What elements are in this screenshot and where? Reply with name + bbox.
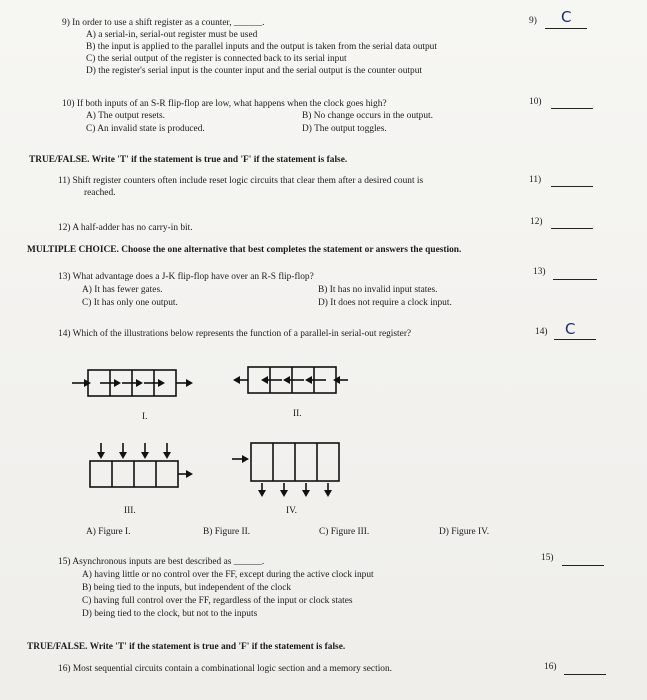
figure-2-label: II.	[293, 409, 302, 419]
q13-option-a: A) It has fewer gates.	[82, 285, 163, 295]
q9-option-d: D) the register's serial input is the counter input and the serial output is the counter output	[86, 66, 422, 76]
q14-handwritten-answer: C	[565, 320, 576, 338]
q11-stem-line1: 11) Shift register counters often include reset logic circuits that clear them after a desired count is	[58, 176, 424, 186]
figure-3-label: III.	[124, 506, 136, 516]
q10-number: 10)	[529, 97, 542, 107]
q15-answer-blank[interactable]	[562, 565, 604, 566]
q10-option-d: D) The output toggles.	[302, 124, 387, 134]
multiple-choice-heading: MULTIPLE CHOICE. Choose the one alternative that best completes the statement or answers the question.	[27, 245, 462, 255]
q15-option-d: D) being tied to the clock, but not to the inputs	[82, 609, 258, 619]
q10-option-a: A) The output resets.	[86, 111, 165, 121]
q13-option-d: D) It does not require a clock input.	[318, 298, 452, 308]
q15-option-b: B) being tied to the inputs, but independent of the clock	[82, 583, 292, 593]
q11-stem-line2: reached.	[84, 188, 116, 198]
figure-1-diagram	[72, 370, 193, 396]
true-false-heading: TRUE/FALSE. Write 'T' if the statement is true and 'F' if the statement is false.	[29, 155, 348, 165]
q10-option-b: B) No change occurs in the output.	[302, 111, 433, 121]
q13-option-b: B) It has no invalid input states.	[318, 285, 438, 295]
figure-1-label: I.	[142, 412, 148, 422]
q14-option-c: C) Figure III.	[319, 527, 370, 537]
q13-option-c: C) It has only one output.	[82, 298, 178, 308]
q14-number: 14)	[535, 327, 548, 337]
q14-option-b: B) Figure II.	[203, 527, 251, 537]
q9-handwritten-answer: C	[561, 8, 572, 26]
q9-option-b: B) the input is applied to the parallel inputs and the output is taken from the serial data output	[86, 42, 437, 52]
q10-stem: 10) If both inputs of an S-R flip-flop are low, what happens when the clock goes high?	[62, 99, 387, 109]
figure-4-diagram	[232, 443, 339, 497]
q9-option-c: C) the serial output of the register is connected back to its serial input	[86, 54, 347, 64]
true-false-heading-2: TRUE/FALSE. Write 'T' if the statement is true and 'F' if the statement is false.	[27, 642, 346, 652]
q12-stem: 12) A half-adder has no carry-in bit.	[58, 223, 193, 233]
q15-option-a: A) having little or no control over the FF, except during the active clock input	[82, 570, 374, 580]
q14-stem: 14) Which of the illustrations below represents the function of a parallel-in serial-out register?	[58, 329, 412, 339]
q16-answer-blank[interactable]	[564, 674, 606, 675]
q9-option-a: A) a serial-in, serial-out register must be used	[86, 30, 258, 40]
figure-3-diagram	[90, 443, 193, 487]
q16-number: 16)	[544, 662, 557, 672]
q9-stem: 9) In order to use a shift register as a counter, ______.	[62, 18, 265, 28]
q16-stem: 16) Most sequential circuits contain a combinational logic section and a memory section.	[58, 664, 393, 674]
q15-option-c: C) having full control over the FF, regardless of the input or clock states	[82, 596, 353, 606]
q13-stem: 13) What advantage does a J-K flip-flop have over an R-S flip-flop?	[58, 272, 314, 282]
q14-option-d: D) Figure IV.	[439, 527, 490, 537]
q14-option-a: A) Figure I.	[86, 527, 131, 537]
q9-number: 9)	[529, 16, 537, 26]
figure-2-diagram	[233, 367, 348, 393]
q13-number: 13)	[533, 267, 546, 277]
q11-number: 11)	[529, 175, 542, 185]
q15-number: 15)	[541, 553, 554, 563]
q12-number: 12)	[530, 217, 543, 227]
q10-option-c: C) An invalid state is produced.	[86, 124, 205, 134]
figure-4-label: IV.	[286, 506, 298, 516]
q15-stem: 15) Asynchronous inputs are best described as ______.	[58, 557, 265, 567]
